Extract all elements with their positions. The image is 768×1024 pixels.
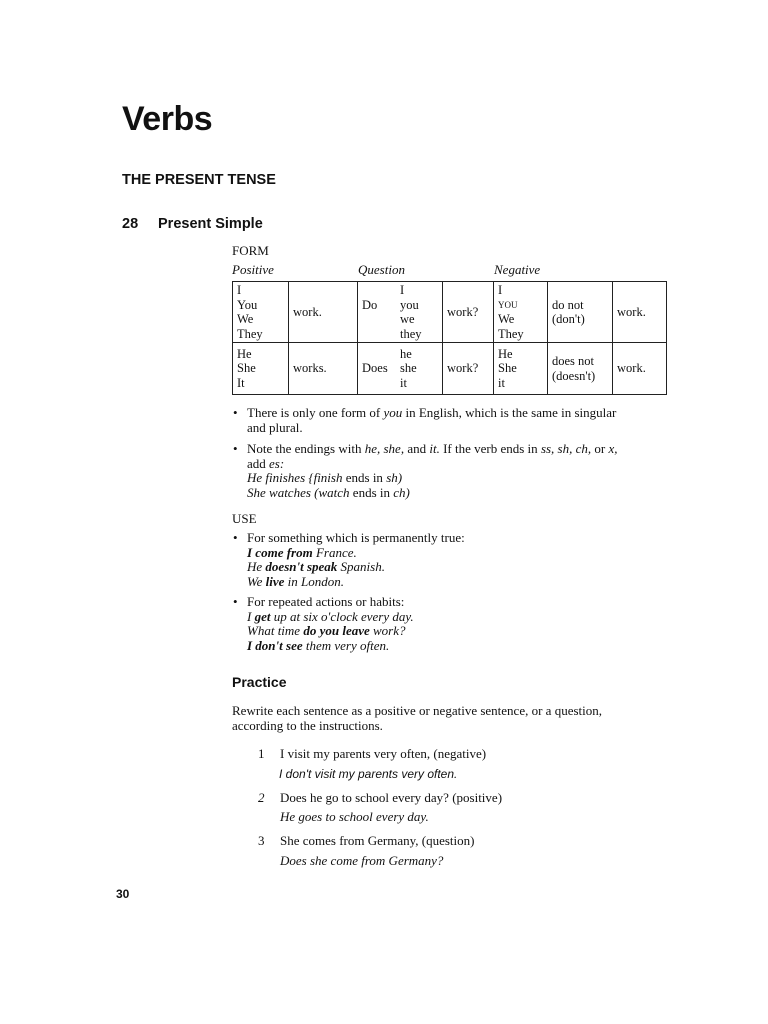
column-negative: Negative [494,262,541,277]
form-label: FORM [232,243,269,258]
negative-verb: work. [613,343,667,395]
conjugation-table [232,281,667,395]
practice-item-answer: Does she come from Germany? [280,853,444,868]
form-note-2: Note the endings with he, she, and it. If the verb ends in ss, sh, ch, or x, add es: He finishes {finish ends in sh) She watches (watch ends in ch) [247,441,618,500]
negative-verb: work. [613,282,667,343]
unit-title: Present Simple [158,216,263,232]
section-heading: THE PRESENT TENSE [122,172,276,188]
practice-item-number: 3 [258,833,265,848]
positive-subjects: He She It [233,343,289,395]
negative-aux: does not (doesn't) [548,343,613,395]
practice-item-answer: I don't visit my parents very often. [279,767,458,781]
use-label: USE [232,511,257,526]
question-aux: Do [358,282,397,343]
table-row [233,343,667,395]
bullet: • [233,441,238,456]
practice-item-text: She comes from Germany, (question) [280,833,475,848]
use-note-1: For something which is permanently true: I come from France. He doesn't speak Spanish. We live in London. [247,530,465,589]
column-positive: Positive [232,262,274,277]
practice-item-number: 2 [258,790,265,805]
practice-heading: Practice [232,674,287,690]
negative-subjects: I YOU We They [494,282,548,343]
use-note-2: For repeated actions or habits: I get up at six o'clock every day. What time do you leave work? I don't see them very often. [247,594,414,653]
positive-verb: works. [289,343,358,395]
practice-item-text: I visit my parents very often, (negative) [280,746,487,761]
negative-subjects: He She it [494,343,548,395]
positive-subjects: I You We They [233,282,289,343]
bullet: • [233,405,238,420]
negative-aux: do not (don't) [548,282,613,343]
form-note-1: There is only one form of you in English, which is the same in singular and plural. [247,405,617,435]
question-verb: work? [443,343,494,395]
unit-number: 28 [122,216,139,232]
page-number: 30 [116,887,130,901]
positive-verb: work. [289,282,358,343]
practice-instructions: Rewrite each sentence as a positive or negative sentence, or a question, according to the instructions. [232,703,602,733]
question-aux: Does [358,343,397,395]
practice-item-number: 1 [258,746,265,761]
question-subjects: he she it [396,343,443,395]
practice-item-text: Does he go to school every day? (positive) [280,790,503,805]
question-subjects: I you we they [396,282,443,343]
bullet: • [233,594,238,609]
column-question: Question [358,262,405,277]
practice-item-answer: He goes to school every day. [280,809,429,824]
chapter-heading: Verbs [122,100,213,138]
bullet: • [233,530,238,545]
table-row [233,282,667,343]
question-verb: work? [443,282,494,343]
